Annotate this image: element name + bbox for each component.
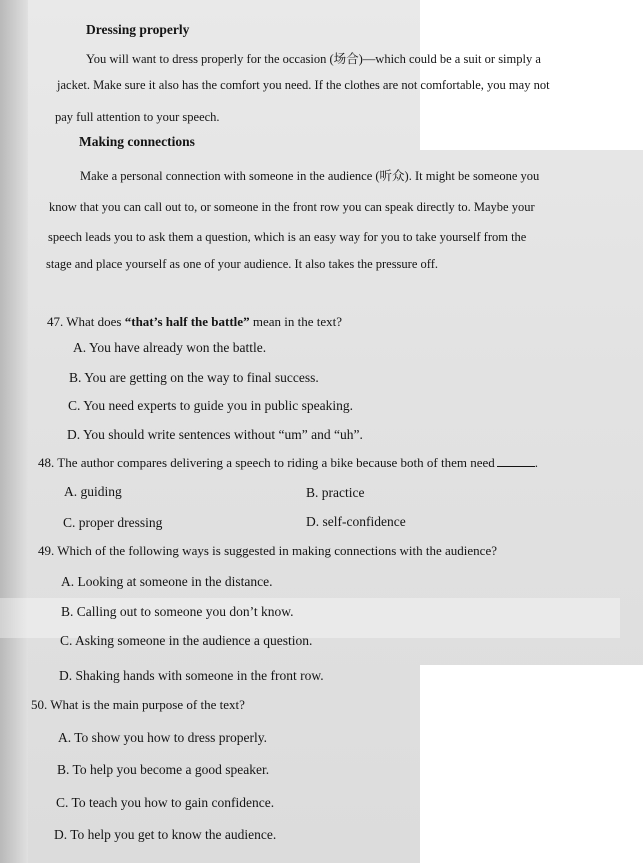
question-49-option-a: A. Looking at someone in the distance. <box>61 574 273 589</box>
page-binding-shadow <box>0 0 28 863</box>
question-48-option-a: A. guiding <box>64 484 122 499</box>
paragraph-line: stage and place yourself as one of your audience. It also takes the pressure off. <box>46 257 438 271</box>
question-47-option-b: B. You are getting on the way to final success. <box>69 370 319 385</box>
question-48-option-d: D. self-confidence <box>306 514 406 529</box>
question-48-stem <box>38 455 538 471</box>
question-49-option-c: C. Asking someone in the audience a question. <box>60 633 313 648</box>
paragraph-line: pay full attention to your speech. <box>55 110 220 124</box>
question-50-stem: 50. What is the main purpose of the text? <box>31 697 245 712</box>
question-47-stem <box>47 314 342 330</box>
question-50-option-d: D. To help you get to know the audience. <box>54 827 277 842</box>
question-49-option-d: D. Shaking hands with someone in the front row. <box>59 668 324 683</box>
section-heading: Making connections <box>79 134 195 149</box>
question-50-option-c: C. To teach you how to gain confidence. <box>56 795 275 810</box>
stem-text: 47. What does <box>47 314 125 329</box>
answer-blank <box>497 455 535 467</box>
question-49-option-b: B. Calling out to someone you don’t know. <box>61 604 294 619</box>
stem-text: mean in the text? <box>249 314 342 329</box>
question-48-option-c: C. proper dressing <box>63 515 163 530</box>
redaction-patch <box>420 0 643 150</box>
question-48-option-b: B. practice <box>306 485 365 500</box>
question-47-option-d: D. You should write sentences without “um” and “uh”. <box>67 427 363 442</box>
redaction-patch <box>420 665 643 863</box>
stem-text: . <box>534 455 539 470</box>
question-49-stem: 49. Which of the following ways is suggested in making connections with the audience? <box>38 543 497 558</box>
paragraph-line: speech leads you to ask them a question, which is an easy way for you to take yourself from the <box>48 230 527 244</box>
question-50-option-a: A. To show you how to dress properly. <box>58 730 268 745</box>
section-heading: Dressing properly <box>86 22 190 37</box>
stem-quote: “that’s half the battle” <box>124 314 250 329</box>
paragraph-line: You will want to dress properly for the occasion (场合)—which could be a suit or simply a <box>86 52 541 66</box>
paragraph-line: Make a personal connection with someone in the audience (听众). It might be someone you <box>80 169 540 183</box>
paragraph-line: jacket. Make sure it also has the comfort you need. If the clothes are not comfortable, you may not <box>57 78 550 92</box>
paragraph-line: know that you can call out to, or someone in the front row you can speak directly to. Maybe your <box>49 200 535 214</box>
question-47-option-c: C. You need experts to guide you in public speaking. <box>68 398 353 413</box>
question-47-option-a: A. You have already won the battle. <box>73 340 267 355</box>
stem-text: 48. The author compares delivering a speech to riding a bike because both of them need <box>38 455 495 470</box>
question-50-option-b: B. To help you become a good speaker. <box>57 762 270 777</box>
